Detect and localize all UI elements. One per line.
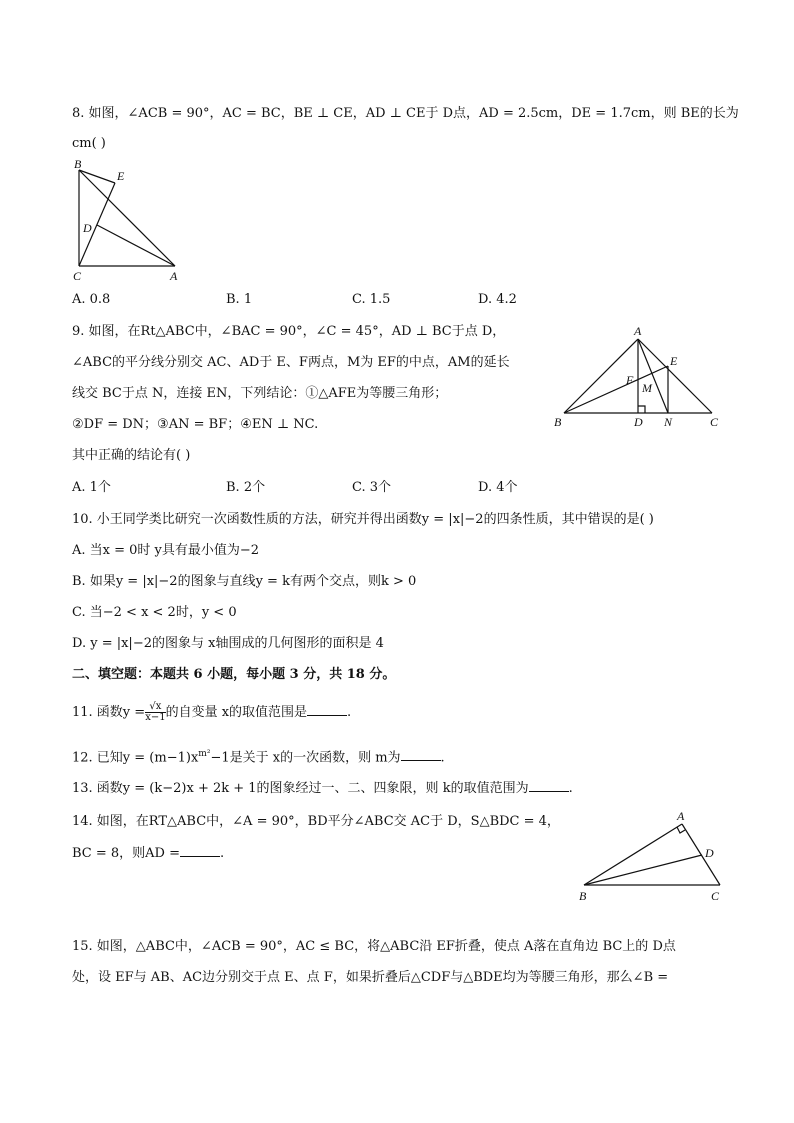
q8-segment-ba [79,170,175,266]
q9-label-n: N [664,415,673,429]
q9-option-c: C. 3个 [352,480,392,495]
q9-label-d: D [634,415,643,429]
q9-label-f: F [626,373,634,387]
q11-fraction [145,702,165,723]
q8-label-d: D [83,221,92,235]
q14-segment-ac [682,824,720,885]
q14-figure [574,808,734,906]
q8-segment-be [79,170,115,183]
q14-label-c: C [711,889,720,903]
q9-label-b: B [554,415,562,429]
q12-post: −1是关于 x的一次函数，则 m为 [210,750,401,766]
q9-stem-line2: ∠ABC的平分线分别交 AC、AD于 E、F两点，M为 EF的中点，AM的延长 [72,355,510,370]
q14-label-b: B [579,889,587,903]
q10-option-a: A. 当x = 0时 y具有最小值为−2 [72,543,260,558]
q10-option-b: B. 如果y = |x|−2的图象与直线y = k有两个交点，则k > 0 [72,574,417,589]
q9-option-b: B. 2个 [226,480,266,495]
q11-line [72,702,351,723]
q11-end: . [347,705,352,720]
q12-exponent: m² [198,749,211,759]
q9-segment-ac [638,339,712,413]
q9-stem-line1: 9. 如图，在Rt△ABC中，∠BAC = 90°，∠C = 45°，AD ⊥ BC于点 D， [72,324,506,339]
q8-option-d: D. 4.2 [478,292,517,307]
q12-answer-blank[interactable] [401,749,441,761]
q14-stem-line2 [72,845,224,862]
q11-pre: 11. 函数y = [72,705,146,720]
q10-stem: 10. 小王同学类比研究一次函数性质的方法，研究并得出函数y = |x|−2的四条性质，其中错误的是( ) [72,512,654,527]
q8-label-c: C [73,269,82,283]
q12-pre: 12. 已知y = (m−1)x [72,750,199,766]
q14-end: . [220,846,225,861]
q11-numerator: √x [145,702,165,713]
q9-label-m: M [642,381,652,395]
q13-text: 13. 函数y = (k−2)x + 2k + 1的图象经过一、二、四象限，则 k的取值范围为 [72,781,529,796]
q14-label-d: D [705,846,714,860]
q9-right-angle-mark [638,406,645,413]
q15-stem-line2: 处，设 EF与 AB、AC边分别交于点 E、点 F，如果折叠后△CDF与△BDE均为等腰三角形，那么∠B = [72,970,669,985]
q9-option-d: D. 4个 [478,480,518,495]
q9-segment-an [638,339,668,413]
q9-label-c: C [710,415,719,429]
q13-answer-blank[interactable] [529,780,569,792]
q9-figure [550,322,730,432]
q13-end: . [568,781,573,796]
q12-end: . [440,750,445,766]
q9-label-e: E [670,354,678,368]
q8-option-c: C. 1.5 [352,292,391,307]
q11-denominator: x−1 [145,712,166,723]
q15-stem-line1: 15. 如图，△ABC中，∠ACB = 90°，AC ≤ BC，将△ABC沿 EF折叠，使点 A落在直角边 BC上的 D点 [72,939,676,954]
q8-label-b: B [74,158,82,171]
q9-option-a: A. 1个 [72,480,111,495]
q14-answer-blank[interactable] [180,845,220,857]
q8-figure [70,158,190,284]
q14-segment-ba [584,824,682,885]
q9-label-a: A [634,324,642,338]
q12-line [72,746,445,766]
section-heading-fill-in: 二、填空题：本题共 6 小题，每小题 3 分，共 18 分。 [72,667,396,682]
q14-label-a: A [677,809,685,823]
q8-stem-line1: 8. 如图，∠ACB = 90°，AC = BC，BE ⊥ CE，AD ⊥ CE于 D点，AD = 2.5cm，DE = 1.7cm，则 BE的长为 [72,106,739,121]
q14-segment-bd [584,855,702,885]
q9-stem-line5: 其中正确的结论有( ) [72,448,191,463]
q8-option-a: A. 0.8 [72,292,111,307]
q8-option-b: B. 1 [226,292,253,307]
q14-stem-line1: 14. 如图，在RT△ABC中，∠A = 90°，BD平分∠ABC交 AC于 D，S△BDC = 4， [72,814,560,829]
q11-post: 的自变量 x的取值范围是 [165,705,308,720]
q8-segment-ad [97,225,175,266]
q8-label-a: A [170,269,178,283]
q10-option-c: C. 当−2 < x < 2时，y < 0 [72,605,237,620]
q13-line [72,780,573,797]
q11-answer-blank[interactable] [307,704,347,716]
q9-stem-line3: 线交 BC于点 N，连接 EN，下列结论：①△AFE为等腰三角形； [72,386,448,401]
q14-line2-text: BC = 8，则AD = [72,846,181,861]
q10-option-d: D. y = |x|−2的图象与 x轴围成的几何图形的面积是 4 [72,636,384,651]
q8-label-e: E [117,169,125,183]
q9-stem-line4: ②DF = DN；③AN = BF；④EN ⊥ NC. [72,417,319,432]
q8-stem-line2: cm( ) [72,136,106,151]
